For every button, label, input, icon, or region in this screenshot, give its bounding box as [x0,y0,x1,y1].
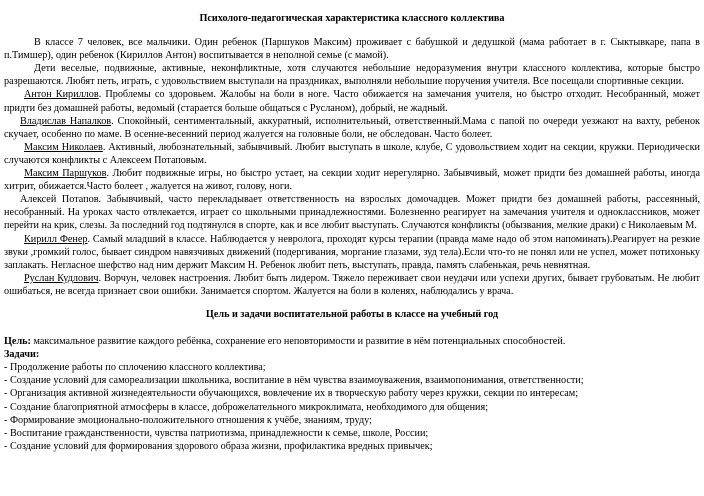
student-paragraph [4,193,700,232]
document-title: Психолого-педагогическая характеристика классного коллектива [199,13,505,24]
goal-label: Цель: [4,336,31,348]
student-name: Антон Кириллов [24,89,99,101]
student-paragraph [4,272,700,298]
student-paragraph [4,88,700,114]
student-description: . Активный, любознательный, забывчивый. Любит выступать в школе, клубе, С удовольствием ходит на секции, кружки. Периодически случаются конфликты с Алексеем Потаповым. [4,141,700,166]
goal-paragraph [4,335,700,348]
student-name: Кирилл Фенер [24,233,88,245]
student-paragraph [4,233,700,272]
student-name: Максим Николаев [24,141,103,153]
student-paragraph [4,115,700,141]
student-paragraph [4,141,700,167]
task-item: - Организация активной жизнедеятельности обучающихся, вовлечение их в творческую работу через кружки, секции по интересам; [4,388,579,400]
student-paragraph [4,167,700,193]
student-description: . Любит подвижные игры, но быстро устает, на секции ходит нерегулярно. Забывчивый, может придти без домашней работы, иногда хитрит, обижается.Часто болеет , жалуется на живот, голову, ноги. [4,168,700,193]
task-item: - Создание условий для формирования здорового образа жизни, профилактика вредных привычек; [4,440,433,452]
student-description: . Ворчун, человек настроения. Любит быть лидером. Тяжело переживает свои неудачи или успехи других, бывает грубоватым. Не любит ошибаться, не всегда признает свои ошибки. Занимается спортом. Жалуется на боли в коленях, наблюдались у врача. [4,272,700,297]
goal-text: максимальное развитие каждого ребёнка, сохранение его неповторимости и развитие в нём потенциальных способностей. [30,336,566,348]
student-name: Владислав Напалков [20,115,112,127]
student-description: . Самый младший в классе. Наблюдается у невролога, проходят курсы терапии (правда маме надо об этом напоминать).Реагирует на резкие звуки ,громкий голос, бывает синдром навязчивых движений (подергивания, моргание глазами, зуд тела).Если что-то не понял или не успел, может потихоньку заплакать. Негласное шефство над ним держит Максим Н. Ребенок любит петь, выступать, правда, память слабенькая, речь невнятная. [4,233,701,271]
task-item: - Создание благоприятной атмосферы в классе, доброжелательного микроклимата, необходимого для общения; [4,401,489,413]
goals-section-title: Цель и задачи воспитательной работы в классе на учебный год [205,308,499,320]
task-item: - Продолжение работы по сплочению классного коллектива; [4,362,266,374]
student-description: Алексей Потапов. Забывчивый, часто перекладывает ответственность на взрослых домочадцев. Может придти без домашней работы, рассеянный, несобранный. На уроках часто отвлекается, играет со школьными принадлежностями. Болезненно реагирует на замечания учителя и одноклассников, может перейти на крик, слезы. За последний год подтянулся в спорте, как и все любит выступать. Случаются конфликты (обызвания, мелкие драки) с Николаевым М. [4,194,700,232]
student-name: Руслан Кудлович [24,272,99,284]
task-item: - Формирование эмоционально-положительного отношения к учёбе, знаниям, труду; [4,414,372,426]
intro-paragraph-2: Дети веселые, подвижные, активные, неконфликтные, хотя случаются небольшие недоразумения внутри классного коллектива, которые быстро разрешаются. Любят петь, играть, с удовольствием выступали на праздниках, выполняли небольшие поручения учителя. Все посещали спортивные секции. [4,63,700,88]
tasks-label: Задачи: [4,349,40,361]
student-name: Максим Паршуков [24,168,107,180]
task-item: - Воспитание гражданственности, чувства патриотизма, принадлежности к семье, школе, России; [4,427,429,439]
student-description: . Спокойный, сентиментальный, аккуратный, исполнительный, ответственный.Мама с папой по очереди уезжают на вахту, ребенок скучает, особенно по маме. В осенне-весенний период жалуется на головные боли, не обследован. Часто болеет. [4,115,700,140]
intro-paragraph-1: В классе 7 человек, все мальчики. Один ребенок (Паршуков Максим) проживает с бабушкой и дедушкой (мама работает в г. Сыктывкаре, папа в п.Тимшер), один ребенок (Кириллов Антон) воспитывается в неполной семье (с мамой). [4,37,700,62]
task-item: - Создание условий для самореализации школьника, воспитание в нём чувства взаимоуважения, взаимопонимания, ответственности; [4,375,584,387]
student-description: . Проблемы со здоровьем. Жалобы на боли в ноге. Часто обижается на замечания учителя, но быстро отходит. Несобранный, может придти без домашней работы, ведомый (старается больше общаться с Русланом), добрый, не жадный. [4,89,700,114]
tasks-list [4,361,700,453]
